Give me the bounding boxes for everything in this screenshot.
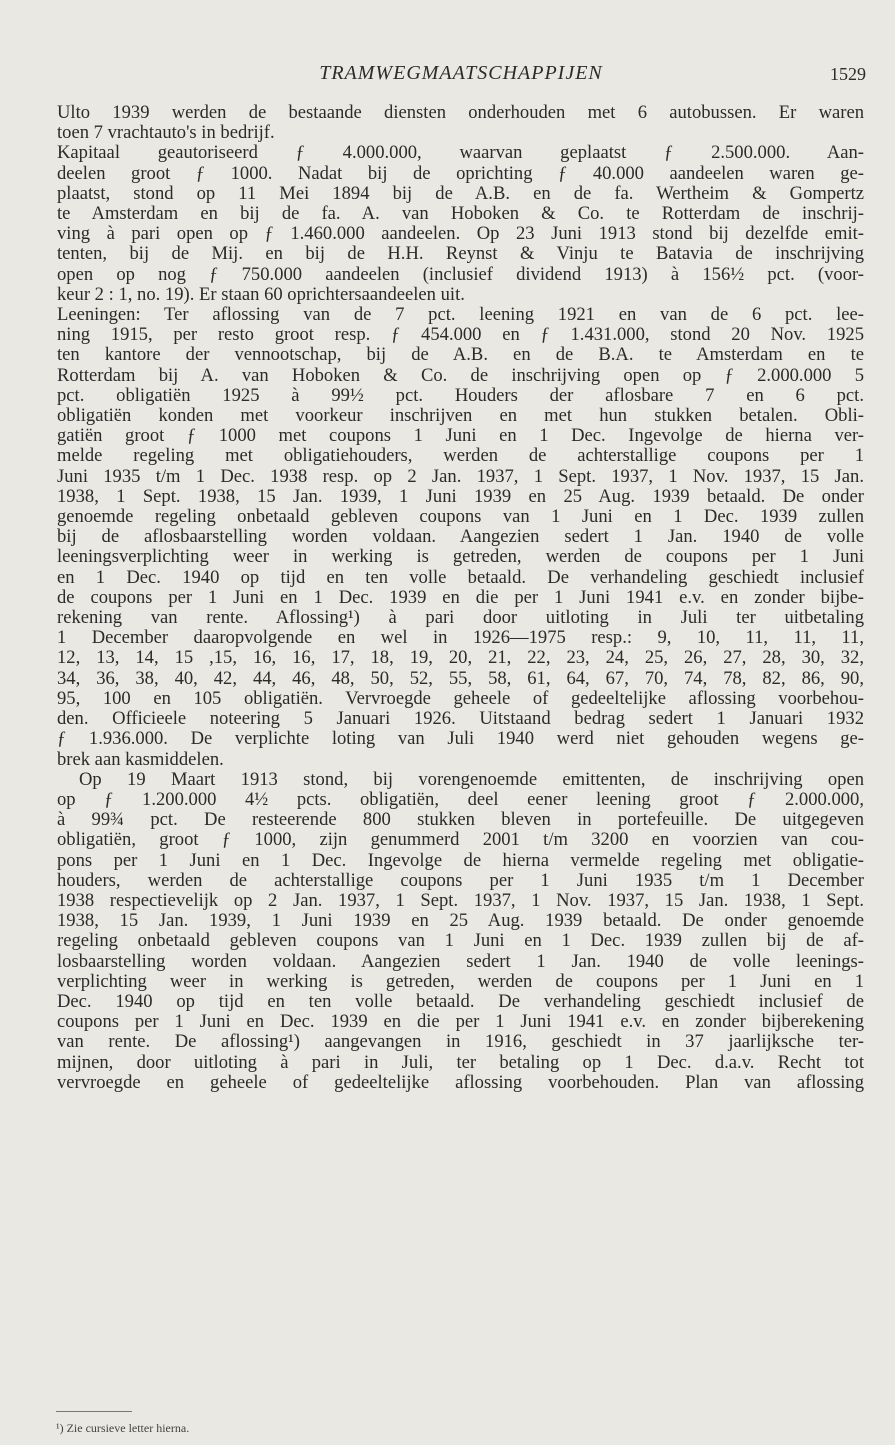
footnote-divider <box>56 1411 132 1412</box>
text-line: brek aan kasmiddelen. <box>57 748 224 770</box>
text-line: verplichting weer in werking is getreden, werden de coupons per 1 Juni en 1 <box>57 970 864 992</box>
text-line: 95, 100 en 105 obligatiën. Vervroegde geheele of gedeeltelijke aflossing voorbehou- <box>57 687 864 709</box>
text-line: pct. obligatiën 1925 à 99½ pct. Houders der aflosbare 7 en 6 pct. <box>57 384 864 406</box>
text-line: rekening van rente. Aflossing¹) à pari door uitloting in Juli ter uitbetaling <box>57 607 864 629</box>
text-line: 1 December daaropvolgende en wel in 1926—1975 resp.: 9, 10, 11, 11, 11, <box>57 627 864 649</box>
text-line: leeningsverplichting weer in werking is getreden, werden de coupons per 1 Juni <box>57 546 864 568</box>
text-line: ten kantore der vennootschap, bij de A.B. en de B.A. te Amsterdam en te <box>57 344 864 366</box>
text-line: Ulto 1939 werden de bestaande diensten onderhouden met 6 autobussen. Er waren <box>57 102 864 123</box>
text-line: melde regeling met obligatiehouders, werden de achterstallige coupons per 1 <box>57 445 864 467</box>
text-line: op ƒ 1.200.000 4½ pcts. obligatiën, deel eener leening groot ƒ 2.000.000, <box>57 788 864 810</box>
text-line: 12, 13, 14, 15 ,15, 16, 16, 17, 18, 19, 20, 21, 22, 23, 24, 25, 26, 27, 28, 30, 32, <box>57 647 864 669</box>
text-line: coupons per 1 Juni en Dec. 1939 en die per 1 Juni 1941 e.v. en zonder bijberekening <box>57 1011 864 1033</box>
text-line: mijnen, door uitloting à pari in Juli, ter betaling op 1 Dec. d.a.v. Recht tot <box>57 1051 864 1073</box>
text-line: toen 7 vrachtauto's in bedrijf. <box>57 122 275 144</box>
body-text <box>57 103 864 1093</box>
text-line: bij de aflosbaarstelling worden voldaan. Aangezien sedert 1 Jan. 1940 de volle <box>57 526 864 548</box>
text-line: Juni 1935 t/m 1 Dec. 1938 resp. op 2 Jan. 1937, 1 Sept. 1937, 1 Nov. 1937, 15 Jan. <box>57 465 864 487</box>
text-line: plaatst, stond op 11 Mei 1894 bij de A.B. en de fa. Wertheim & Gompertz <box>57 182 864 204</box>
text-line: à 99¾ pct. De resteerende 800 stukken bleven in portefeuille. De uitgegeven <box>57 809 864 831</box>
text-line: Kapitaal geautoriseerd ƒ 4.000.000, waarvan geplaatst ƒ 2.500.000. Aan- <box>57 142 864 164</box>
text-line: 1938 respectievelijk op 2 Jan. 1937, 1 Sept. 1937, 1 Nov. 1937, 15 Jan. 1938, 1 Sept. <box>57 889 864 911</box>
text-line: te Amsterdam en bij de fa. A. van Hoboken & Co. te Rotterdam de inschrij- <box>57 203 864 225</box>
text-line: pons per 1 Juni en 1 Dec. Ingevolge de hierna vermelde regeling met obligatie- <box>57 849 864 871</box>
text-line: 34, 36, 38, 40, 42, 44, 46, 48, 50, 52, 55, 58, 61, 64, 67, 70, 74, 78, 82, 86, 90, <box>57 667 864 689</box>
text-line: houders, werden de achterstallige coupons per 1 Juni 1935 t/m 1 December <box>57 869 864 891</box>
text-line: obligatiën konden met voorkeur inschrijven en met hun stukken betalen. Obli- <box>57 405 864 427</box>
footnote: ¹) Zie cursieve letter hierna. <box>56 1421 190 1435</box>
text-line: den. Officieele noteering 5 Januari 1926. Uitstaand bedrag sedert 1 Januari 1932 <box>57 708 864 730</box>
text-line: Rotterdam bij A. van Hoboken & Co. de inschrijving open op ƒ 2.000.000 5 <box>57 364 864 386</box>
text-line: vervroegde en geheele of gedeeltelijke aflossing voorbehouden. Plan van aflossing <box>57 1071 864 1093</box>
text-line: 1938, 15 Jan. 1939, 1 Juni 1939 en 25 Aug. 1939 betaald. De onder genoemde <box>57 910 864 932</box>
running-title: TRAMWEGMAATSCHAPPIJEN <box>319 62 603 84</box>
text-line: ving à pari open op ƒ 1.460.000 aandeelen. Op 23 Juni 1913 stond bij dezelfde emit- <box>57 223 864 245</box>
text-line: tenten, bij de Mij. en bij de H.H. Reynst & Vinju te Batavia de inschrijving <box>57 243 864 265</box>
text-line: 1938, 1 Sept. 1938, 15 Jan. 1939, 1 Juni 1939 en 25 Aug. 1939 betaald. De onder <box>57 485 864 507</box>
text-line: van rente. De aflossing¹) aangevangen in 1916, geschiedt in 37 jaarlijksche ter- <box>57 1031 864 1053</box>
text-line: ning 1915, per resto groot resp. ƒ 454.000 en ƒ 1.431.000, stond 20 Nov. 1925 <box>57 324 864 346</box>
text-line: Leeningen: Ter aflossing van de 7 pct. leening 1921 en van de 6 pct. lee- <box>57 304 864 326</box>
text-line: losbaarstelling worden voldaan. Aangezien sedert 1 Jan. 1940 de volle leenings- <box>57 950 864 972</box>
text-line: en 1 Dec. 1940 op tijd en ten volle betaald. De verhandeling geschiedt inclusief <box>57 566 864 588</box>
text-line: deelen groot ƒ 1000. Nadat bij de oprichting ƒ 40.000 aandeelen waren ge- <box>57 162 864 184</box>
text-line: genoemde regeling onbetaald gebleven coupons van 1 Juni en 1 Dec. 1939 zullen <box>57 506 864 528</box>
text-line: Dec. 1940 op tijd en ten volle betaald. De verhandeling geschiedt inclusief de <box>57 990 864 1012</box>
text-line: keur 2 : 1, no. 19). Er staan 60 oprichtersaandeelen uit. <box>57 283 465 305</box>
text-line: regeling onbetaald gebleven coupons van 1 Juni en 1 Dec. 1939 zullen bij de af- <box>57 930 864 952</box>
page-header <box>56 62 866 88</box>
text-line: ƒ 1.936.000. De verplichte loting van Juli 1940 werd niet gehouden wegens ge- <box>57 728 864 750</box>
text-line: de coupons per 1 Juni en 1 Dec. 1939 en die per 1 Juni 1941 e.v. en zonder bijbe- <box>57 586 864 608</box>
text-line: gatiën groot ƒ 1000 met coupons 1 Juni en 1 Dec. Ingevolge de hierna ver- <box>57 425 864 447</box>
text-line: Op 19 Maart 1913 stond, bij vorengenoemde emittenten, de inschrijving open <box>79 768 864 790</box>
text-line: obligatiën, groot ƒ 1000, zijn genummerd 2001 t/m 3200 en voorzien van cou- <box>57 829 864 851</box>
page-number: 1529 <box>830 64 866 84</box>
text-line: open op nog ƒ 750.000 aandeelen (inclusief dividend 1913) à 156½ pct. (voor- <box>57 263 864 285</box>
